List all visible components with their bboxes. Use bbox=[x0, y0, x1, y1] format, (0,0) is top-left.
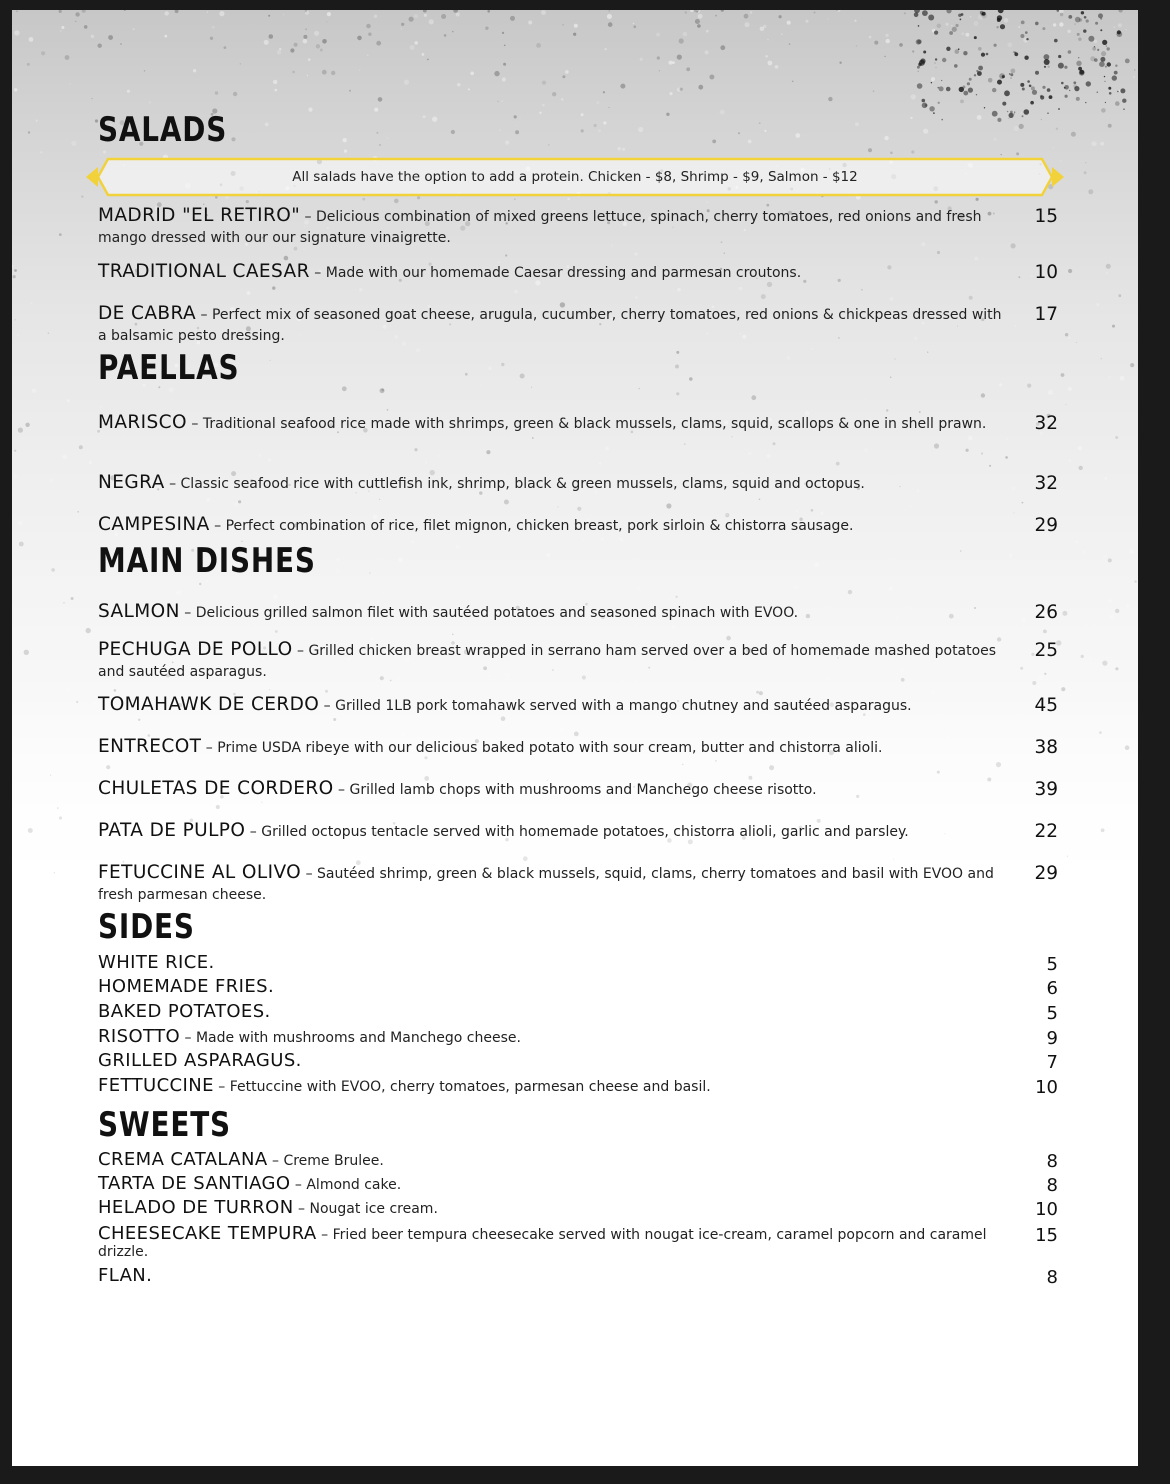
menu-item-separator: – bbox=[164, 476, 181, 492]
menu-item-separator: – bbox=[196, 307, 212, 323]
menu-item-text bbox=[98, 1173, 1003, 1194]
menu-item-price: 6 bbox=[1046, 978, 1058, 999]
menu-item-separator: – bbox=[301, 866, 318, 882]
menu-item-name: NEGRA bbox=[98, 472, 165, 493]
menu-item bbox=[98, 473, 1058, 494]
menu-item-text bbox=[98, 413, 1003, 434]
menu-item-description: Fettuccine with EVOO, cherry tomatoes, parmesan cheese and basil. bbox=[229, 1079, 711, 1095]
menu-item-separator: – bbox=[180, 1030, 196, 1046]
menu-item-separator: – bbox=[316, 1227, 333, 1243]
menu-item-name: PATA DE PULPO bbox=[98, 820, 246, 841]
menu-item-text bbox=[98, 821, 1003, 842]
menu-item-name: SALMON bbox=[98, 601, 180, 622]
menu-item-price: 29 bbox=[1034, 863, 1058, 884]
menu-item-description: Prime USDA ribeye with our delicious baked potato with sour cream, butter and chistorra alioli. bbox=[217, 740, 883, 756]
menu-item-description: Delicious combination of mixed greens lettuce, spinach, cherry tomatoes, red onions and fresh mango dressed with our our signature vinaigrette. bbox=[98, 209, 982, 246]
menu-item bbox=[98, 863, 1058, 905]
menu-item bbox=[98, 640, 1058, 682]
menu-item-separator: – bbox=[309, 265, 326, 281]
menu-item bbox=[98, 1197, 1058, 1220]
menu-item-separator: – bbox=[213, 1079, 230, 1095]
menu-item-text bbox=[98, 1223, 1003, 1260]
menu-item bbox=[98, 262, 1058, 283]
menu-item-price: 10 bbox=[1035, 1199, 1058, 1220]
section-title-salads: SALADS bbox=[98, 110, 228, 150]
menu-item-separator: – bbox=[293, 1201, 310, 1217]
menu-item-description: Made with our homemade Caesar dressing and parmesan croutons. bbox=[325, 265, 802, 281]
menu-item-name: HOMEMADE FRIES. bbox=[98, 976, 275, 997]
menu-item-text bbox=[98, 976, 1003, 997]
menu-item-price: 25 bbox=[1034, 640, 1058, 661]
menu-item-description: Creme Brulee. bbox=[283, 1153, 384, 1169]
menu-item-name: CHEESECAKE TEMPURA bbox=[98, 1223, 317, 1244]
menu-item-price: 9 bbox=[1046, 1028, 1058, 1049]
menu-item-name: CREMA CATALANA bbox=[98, 1149, 268, 1170]
menu-item-text bbox=[98, 1197, 1003, 1218]
menu-item-name: TARTA DE SANTIAGO bbox=[98, 1173, 291, 1194]
menu-item-price: 32 bbox=[1034, 413, 1058, 434]
menu-item-name: GRILLED ASPARAGUS. bbox=[98, 1050, 302, 1071]
menu-item-price: 8 bbox=[1046, 1151, 1058, 1172]
menu-item-text bbox=[98, 206, 1003, 248]
menu-item bbox=[98, 976, 1058, 999]
menu-item-separator: – bbox=[319, 698, 336, 714]
menu-item bbox=[98, 515, 1058, 536]
menu-item-description: Grilled lamb chops with mushrooms and Manchego cheese risotto. bbox=[349, 782, 817, 798]
menu-item-name: FLAN. bbox=[98, 1265, 153, 1286]
menu-item bbox=[98, 695, 1058, 716]
menu-item bbox=[98, 1265, 1058, 1288]
menu-item-text bbox=[98, 1075, 1003, 1096]
menu-item-price: 22 bbox=[1034, 821, 1058, 842]
menu-item-text bbox=[98, 473, 1003, 494]
menu-item-text bbox=[98, 695, 1003, 716]
menu-item-separator: – bbox=[333, 782, 350, 798]
section-title-paellas: PAELLAS bbox=[98, 348, 240, 388]
menu-item-name: FETUCCINE AL OLIVO bbox=[98, 862, 302, 883]
menu-item-name: DE CABRA bbox=[98, 303, 197, 324]
menu-item-price: 29 bbox=[1034, 515, 1058, 536]
menu-item-name: CAMPESINA bbox=[98, 514, 210, 535]
protein-note-banner bbox=[84, 156, 1066, 198]
menu-item bbox=[98, 602, 1058, 623]
menu-item-separator: – bbox=[201, 740, 218, 756]
menu-item-text bbox=[98, 262, 1003, 283]
menu-item-separator: – bbox=[209, 518, 226, 534]
menu-item bbox=[98, 821, 1058, 842]
menu-item-price: 32 bbox=[1034, 473, 1058, 494]
menu-item-price: 38 bbox=[1034, 737, 1058, 758]
menu-item bbox=[98, 206, 1058, 248]
menu-item-separator: – bbox=[292, 643, 309, 659]
menu-item-description: Made with mushrooms and Manchego cheese. bbox=[195, 1030, 521, 1046]
menu-item bbox=[98, 1075, 1058, 1098]
menu-item-name: CHULETAS DE CORDERO bbox=[98, 778, 334, 799]
menu-item-price: 8 bbox=[1046, 1175, 1058, 1196]
menu-item-description: Perfect mix of seasoned goat cheese, arugula, cucumber, cherry tomatoes, red onions & chickpeas dressed with a balsamic pesto dressing. bbox=[98, 307, 1002, 344]
menu-item-price: 15 bbox=[1034, 206, 1058, 227]
menu-item-price: 45 bbox=[1034, 695, 1058, 716]
menu-item-text bbox=[98, 1050, 1003, 1071]
menu-item bbox=[98, 1001, 1058, 1024]
menu-item bbox=[98, 737, 1058, 758]
menu-item-description: Classic seafood rice with cuttlefish ink, shrimp, black & green mussels, clams, squid and octopus. bbox=[180, 476, 865, 492]
menu-item-text bbox=[98, 515, 1003, 536]
menu-item-price: 39 bbox=[1034, 779, 1058, 800]
menu-item-text bbox=[98, 1001, 1003, 1022]
menu-item-price: 5 bbox=[1046, 954, 1058, 975]
menu-item-price: 26 bbox=[1034, 602, 1058, 623]
section-title-sides: SIDES bbox=[98, 907, 195, 947]
menu-item-name: RISOTTO bbox=[98, 1026, 181, 1047]
menu-item-text bbox=[98, 1149, 1003, 1170]
menu-item-text bbox=[98, 1026, 1003, 1047]
menu-item bbox=[98, 1173, 1058, 1196]
menu-item-price: 10 bbox=[1035, 1077, 1058, 1098]
menu-item-description: Perfect combination of rice, filet mignon, chicken breast, pork sirloin & chistorra sausage. bbox=[225, 518, 854, 534]
menu-item-name: ENTRECOT bbox=[98, 736, 202, 757]
menu-item-separator: – bbox=[290, 1177, 307, 1193]
menu-item-text bbox=[98, 640, 1003, 682]
section-title-sweets: SWEETS bbox=[98, 1105, 231, 1145]
menu-item bbox=[98, 1149, 1058, 1172]
menu-item-text bbox=[98, 602, 1003, 623]
menu-item-separator: – bbox=[267, 1153, 284, 1169]
menu-item-price: 10 bbox=[1034, 262, 1058, 283]
menu-item-description: Sautéed shrimp, green & black mussels, squid, clams, cherry tomatoes and basil with EVOO and fresh parmesan cheese. bbox=[98, 866, 994, 903]
menu-item-text bbox=[98, 952, 1003, 973]
menu-item-name: FETTUCCINE bbox=[98, 1075, 214, 1096]
menu-item-text bbox=[98, 1265, 1003, 1286]
menu-item bbox=[98, 304, 1058, 346]
menu-item-price: 5 bbox=[1046, 1003, 1058, 1024]
menu-item bbox=[98, 779, 1058, 800]
menu-item-name: HELADO DE TURRON bbox=[98, 1197, 294, 1218]
menu-item bbox=[98, 1223, 1058, 1260]
menu-item-description: Grilled octopus tentacle served with homemade potatoes, chistorra alioli, garlic and parsley. bbox=[261, 824, 909, 840]
menu-item-price: 17 bbox=[1034, 304, 1058, 325]
menu-item-name: MADRID "EL RETIRO" bbox=[98, 205, 301, 226]
menu-item-price: 8 bbox=[1046, 1267, 1058, 1288]
menu-item-description: Nougat ice cream. bbox=[309, 1201, 438, 1217]
menu-item-text bbox=[98, 863, 1003, 905]
menu-item-name: TRADITIONAL CAESAR bbox=[98, 261, 310, 282]
menu-item-separator: – bbox=[300, 209, 317, 225]
menu-page bbox=[12, 10, 1138, 1466]
menu-item-description: Fried beer tempura cheesecake served with nougat ice-cream, caramel popcorn and caramel drizzle. bbox=[98, 1227, 987, 1260]
menu-item bbox=[98, 1026, 1058, 1049]
menu-item-separator: – bbox=[245, 824, 262, 840]
menu-item-name: MARISCO bbox=[98, 412, 187, 433]
menu-item-name: WHITE RICE. bbox=[98, 952, 215, 973]
menu-item bbox=[98, 413, 1058, 434]
menu-item-separator: – bbox=[179, 605, 196, 621]
menu-item-description: Traditional seafood rice made with shrimps, green & black mussels, clams, squid, scallops & one in shell prawn. bbox=[202, 416, 987, 432]
menu-item-description: Grilled 1LB pork tomahawk served with a mango chutney and sautéed asparagus. bbox=[335, 698, 912, 714]
menu-item-text bbox=[98, 779, 1003, 800]
menu-item-price: 15 bbox=[1035, 1225, 1058, 1246]
section-title-main-dishes: MAIN DISHES bbox=[98, 541, 316, 581]
menu-item-name: PECHUGA DE POLLO bbox=[98, 639, 293, 660]
menu-item bbox=[98, 1050, 1058, 1073]
menu-item-text bbox=[98, 737, 1003, 758]
protein-note-text: All salads have the option to add a protein. Chicken - $8, Shrimp - $9, Salmon - $12 bbox=[292, 169, 858, 185]
menu-item-description: Delicious grilled salmon filet with sautéed potatoes and seasoned spinach with EVOO. bbox=[195, 605, 799, 621]
menu-item-text bbox=[98, 304, 1003, 346]
menu-item-description: Almond cake. bbox=[306, 1177, 402, 1193]
menu-item-separator: – bbox=[186, 416, 203, 432]
menu-item-price: 7 bbox=[1046, 1052, 1058, 1073]
menu-item-name: TOMAHAWK DE CERDO bbox=[98, 694, 320, 715]
menu-item-name: BAKED POTATOES. bbox=[98, 1001, 271, 1022]
menu-item bbox=[98, 952, 1058, 975]
menu-item-description: Grilled chicken breast wrapped in serrano ham served over a bed of homemade mashed potatoes and sautéed asparagus. bbox=[98, 643, 997, 680]
